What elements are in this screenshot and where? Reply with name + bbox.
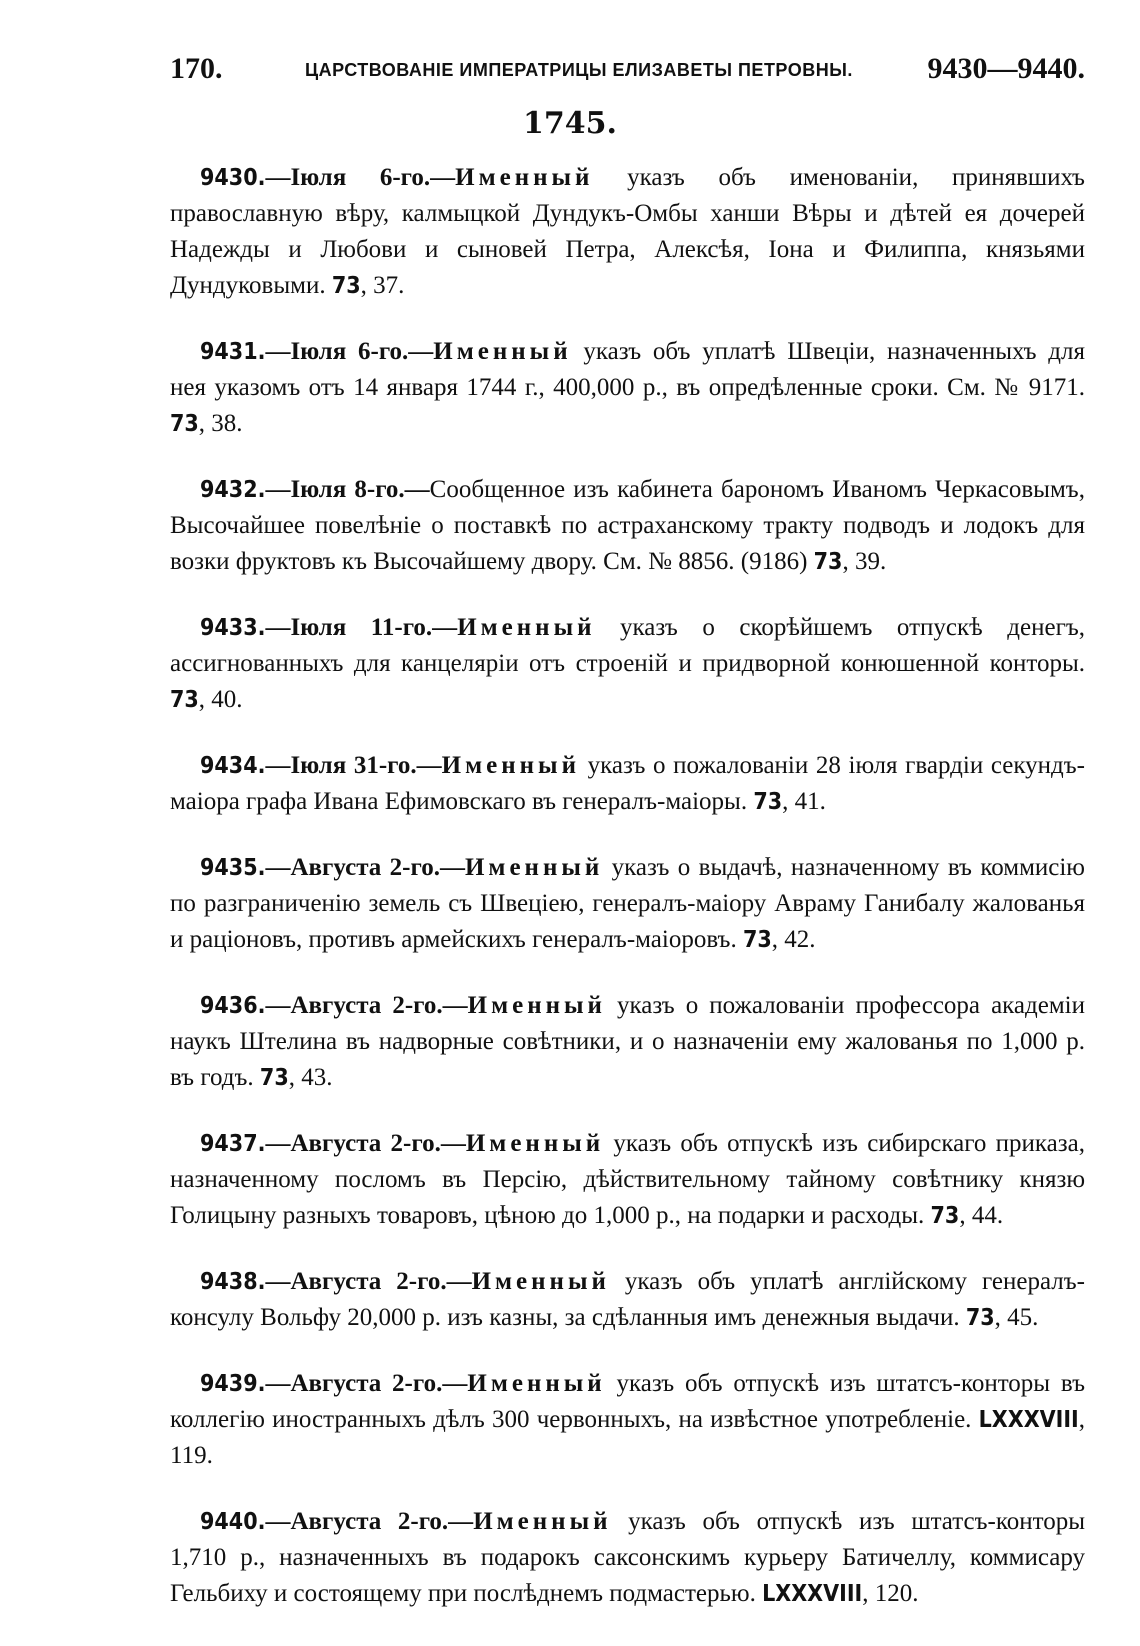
entry-source-page: , 120. xyxy=(862,1580,919,1607)
entry-number: 9433. xyxy=(200,615,266,641)
entry-body: Сообщенное изъ кабинета барономъ Иваномъ Черкасовымъ, Высочайшее повелѣніе о поставкѣ по астраханскому тракту подводъ и лодокъ для возки фруктовъ къ Высочайшему двору. См. № 8856. (9186) xyxy=(170,476,1085,575)
entry-source-page: , 38. xyxy=(198,410,243,437)
entry-number: 9430. xyxy=(200,165,266,191)
entry-doc-type: Именный xyxy=(467,992,606,1019)
entry-source-volume: LXXXVIII xyxy=(762,1581,863,1607)
entry-source-page: , 37. xyxy=(360,272,405,299)
entry-body: указъ о пожалованіи профессора академіи наукъ Штелина въ надворные совѣтники, и о назначеніи ему жалованья по 1,000 р. въ годъ. xyxy=(170,992,1085,1091)
entry-date: —Августа 2-го.— xyxy=(265,992,468,1019)
entry-doc-type: Именный xyxy=(455,164,594,191)
entry-date: —Іюля 6-го.— xyxy=(265,338,434,365)
entry-date: —Августа 2-го.— xyxy=(265,1370,468,1397)
entry-source-volume: 73 xyxy=(259,1065,289,1091)
entry-9430 xyxy=(170,160,1085,304)
entry-doc-type: Именный xyxy=(457,614,596,641)
entry-doc-type: Именный xyxy=(464,854,604,881)
entry-9436 xyxy=(170,988,1085,1096)
entry-body: указъ объ отпускѣ изъ сибирскаго приказа, назначенному посломъ въ Персію, дѣйствительному тайному совѣтнику князю Голицыну разныхъ товаровъ, цѣною до 1,000 р., на подарки и расходы. xyxy=(170,1130,1085,1229)
entry-9439 xyxy=(170,1366,1085,1474)
entry-doc-type: Именный xyxy=(441,752,580,779)
entries-list xyxy=(170,160,1085,1642)
entry-body: указъ объ отпускѣ изъ штатсъ-конторы въ коллегію иностранныхъ дѣлъ 300 червонныхъ, на извѣстное употребленіе. xyxy=(170,1370,1085,1433)
entry-doc-type: Именный xyxy=(465,1130,605,1157)
entry-9432 xyxy=(170,472,1085,580)
entry-source-page: , 44. xyxy=(959,1202,1004,1229)
entry-date: —Іюля 11-го.— xyxy=(265,614,458,641)
entry-body: указъ о скорѣйшемъ отпускѣ денегъ, ассигнованныхъ для канцеляріи отъ строеній и придворной конюшенной конторы. xyxy=(170,614,1085,677)
entry-9434 xyxy=(170,748,1085,820)
entry-source-volume: 73 xyxy=(965,1305,995,1331)
entry-source-page: , 40. xyxy=(198,686,243,713)
entry-number: 9437. xyxy=(200,1131,266,1157)
entry-doc-type: Именный xyxy=(433,338,572,365)
entry-9440 xyxy=(170,1504,1085,1612)
entry-number: 9436. xyxy=(200,993,266,1019)
entry-doc-type: Именный xyxy=(467,1370,606,1397)
entry-date: —Августа 2-го.— xyxy=(265,854,465,881)
entry-doc-type: Именный xyxy=(471,1268,610,1295)
entry-date: —Августа 2-го.— xyxy=(265,1130,466,1157)
entry-date: —Іюля 8-го.— xyxy=(265,476,430,503)
running-head: ЦАРСТВОВАНІЕ ИМПЕРАТРИЦЫ ЕЛИЗАВЕТЫ ПЕТРОВНЫ. xyxy=(305,60,853,80)
page-header xyxy=(170,52,1085,92)
entry-9431 xyxy=(170,334,1085,442)
entry-number: 9440. xyxy=(200,1509,266,1535)
entry-number: 9438. xyxy=(200,1269,266,1295)
entry-source-volume: 73 xyxy=(753,789,783,815)
entry-source-page: , 39. xyxy=(842,548,887,575)
entry-number: 9432. xyxy=(200,477,266,503)
entry-source-volume: 73 xyxy=(742,927,772,953)
entry-source-volume: LXXXVIII xyxy=(978,1407,1079,1433)
entry-body: указъ объ уплатѣ англійскому генералъ-консулу Вольфу 20,000 р. изъ казны, за сдѣланныя имъ денежныя выдачи. xyxy=(170,1268,1085,1331)
year-heading: 1745. xyxy=(523,106,617,141)
entry-body: указъ объ именованіи, принявшихъ православную вѣру, калмыцкой Дундукъ-Омбы ханши Вѣры и дѣтей ея дочерей Надежды и Любови и сыновей Петра, Алексѣя, Іона и Филиппа, князьями Дундуковыми. xyxy=(170,164,1085,299)
entry-number-range: 9430—9440. xyxy=(927,52,1085,85)
entry-source-page: , 119. xyxy=(170,1406,1085,1469)
entry-date: —Іюля 6-го.— xyxy=(265,164,456,191)
entry-source-page: , 42. xyxy=(771,926,816,953)
entry-source-volume: 73 xyxy=(170,411,199,437)
entry-number: 9434. xyxy=(200,753,266,779)
entry-source-volume: 73 xyxy=(930,1203,960,1229)
entry-9435 xyxy=(170,850,1085,958)
entry-9438 xyxy=(170,1264,1085,1336)
entry-date: —Іюля 31-го.— xyxy=(265,752,442,779)
entry-body: указъ объ уплатѣ Швеціи, назначенныхъ для нея указомъ отъ 14 января 1744 г., 400,000 р., въ опредѣленные сроки. См. № 9171. xyxy=(170,338,1085,401)
entry-source-volume: 73 xyxy=(331,273,361,299)
entry-body: указъ о пожалованіи 28 іюля гвардіи секундъ-маіора графа Ивана Ефимовскаго въ генералъ-маіоры. xyxy=(170,752,1085,815)
entry-body: указъ о выдачѣ, назначенному въ коммисію по разграниченію земель съ Швеціею, генералъ-маіору Авраму Ганибалу жалованья и раціоновъ, противъ армейскихъ генералъ-маіоровъ. xyxy=(170,854,1085,953)
entry-number: 9431. xyxy=(200,339,266,365)
entry-source-page: , 43. xyxy=(288,1064,333,1091)
entry-source-volume: 73 xyxy=(170,687,199,713)
entry-9437 xyxy=(170,1126,1085,1234)
entry-date: —Августа 2-го.— xyxy=(265,1508,474,1535)
entry-source-page: , 45. xyxy=(994,1304,1039,1331)
entry-date: —Августа 2-го.— xyxy=(265,1268,472,1295)
entry-body: указъ объ отпускѣ изъ штатсъ-конторы 1,710 р., назначенныхъ въ подарокъ саксонскимъ курьеру Батичеллу, коммисару Гельбиху и состоящему при послѣднемъ подмастерью. xyxy=(170,1508,1085,1607)
entry-number: 9435. xyxy=(200,855,266,881)
entry-doc-type: Именный xyxy=(473,1508,612,1535)
entry-number: 9439. xyxy=(200,1371,266,1397)
entry-source-page: , 41. xyxy=(782,788,826,815)
entry-source-volume: 73 xyxy=(813,549,843,575)
entry-9433 xyxy=(170,610,1085,718)
page-number: 170. xyxy=(170,52,223,85)
